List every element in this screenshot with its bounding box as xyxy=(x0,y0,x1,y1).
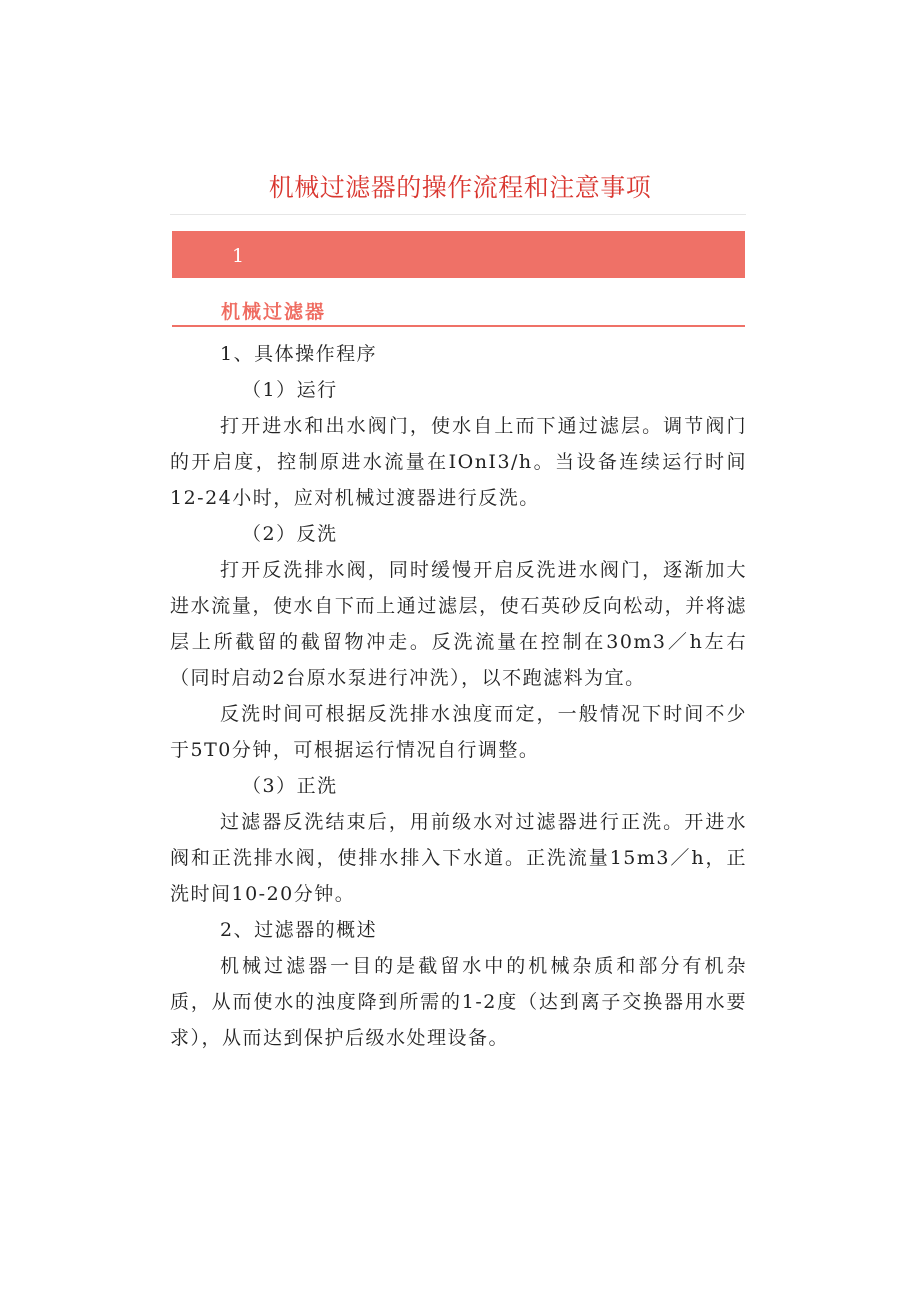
paragraph-rinse: 过滤器反洗结束后，用前级水对过滤器进行正洗。开进水阀和正洗排水阀，使排水排入下水道。正洗流量15m3／h，正洗时间10-20分钟。 xyxy=(170,811,747,905)
paragraph-run: 打开进水和出水阀门，使水自上而下通过滤层。调节阀门的开启度，控制原进水流量在IOnI3/h。当设备连续运行时间12-24小时，应对机械过渡器进行反洗。 xyxy=(170,415,747,509)
subheading-procedure: 1、具体操作程序 xyxy=(220,343,378,365)
section-number-banner xyxy=(172,231,745,278)
document-body xyxy=(170,336,747,1056)
paragraph-backwash: 打开反洗排水阀，同时缓慢开启反洗进水阀门，逐渐加大进水流量，使水自下而上通过滤层，使石英砂反向松动，并将滤层上所截留的截留物冲走。反洗流量在控制在30m3／h左右（同时启动2台原水泵进行冲洗），以不跑滤料为宜。 xyxy=(170,559,747,689)
section-heading-underline xyxy=(172,325,745,327)
step-heading-run: （1）运行 xyxy=(242,379,338,401)
paragraph-backwash-time: 反洗时间可根据反洗排水浊度而定，一般情况下时间不少于5T0分钟，可根据运行情况自行调整。 xyxy=(170,703,747,761)
section-heading: 机械过滤器 xyxy=(221,301,327,323)
title-divider xyxy=(170,214,746,215)
subheading-overview: 2、过滤器的概述 xyxy=(220,919,378,941)
paragraph-overview: 机械过滤器一目的是截留水中的机械杂质和部分有机杂质，从而使水的浊度降到所需的1-2度（达到离子交换器用水要求），从而达到保护后级水处理设备。 xyxy=(170,955,747,1049)
document-title: 机械过滤器的操作流程和注意事项 xyxy=(268,173,652,202)
section-number: 1 xyxy=(232,245,245,267)
step-heading-rinse: （3）正洗 xyxy=(242,775,338,797)
step-heading-backwash: （2）反洗 xyxy=(242,523,338,545)
